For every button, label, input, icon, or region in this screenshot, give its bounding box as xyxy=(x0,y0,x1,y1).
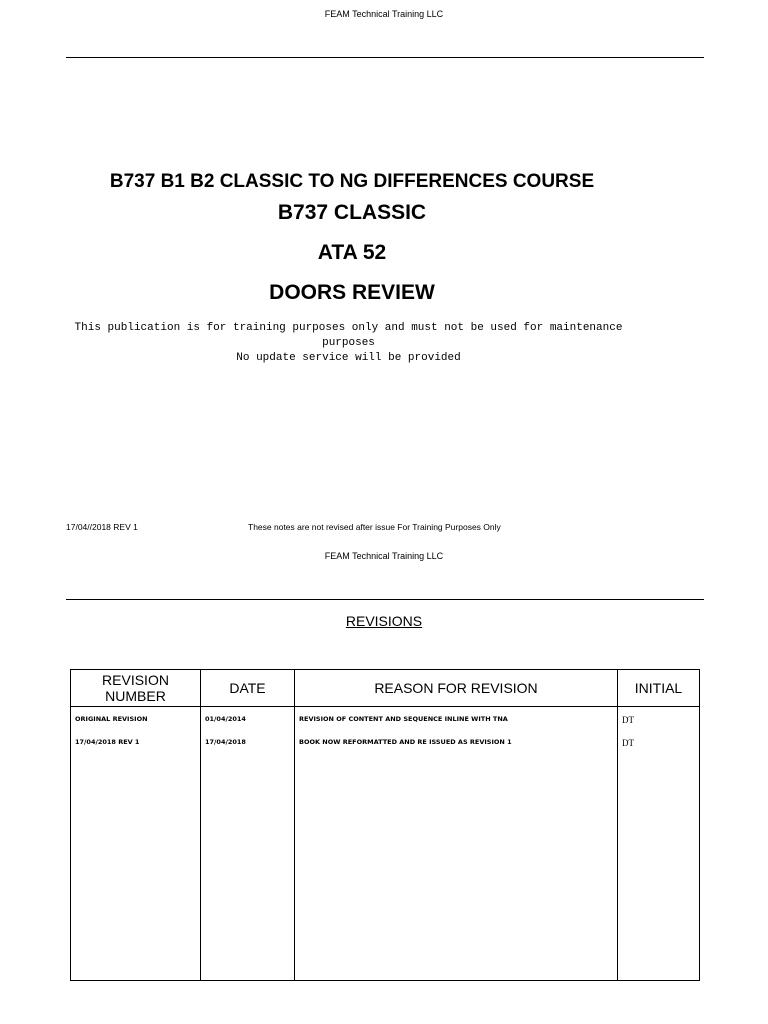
revision-reason-cell xyxy=(295,707,618,981)
ata-title: ATA 52 xyxy=(317,241,387,264)
column-header-initial: INITIAL xyxy=(618,670,700,707)
revision-initial-2: DT xyxy=(622,738,634,748)
header-company: FEAM Technical Training LLC xyxy=(324,9,444,19)
revision-reason-2: BOOK NOW REFORMATTED AND RE ISSUED AS REVISION 1 xyxy=(299,738,512,746)
table-row xyxy=(71,707,700,981)
subject-title: DOORS REVIEW xyxy=(269,281,435,304)
revision-number-1: ORIGINAL REVISION xyxy=(75,715,148,723)
revisions-heading: REVISIONS xyxy=(345,613,423,629)
column-header-revision-number xyxy=(71,670,201,707)
revision-reason-1: REVISION OF CONTENT AND SEQUENCE INLINE WITH TNA xyxy=(299,715,508,723)
revision-date-1: 01/04/2014 xyxy=(205,715,246,723)
header-divider xyxy=(66,57,704,58)
disclaimer-line-1: This publication is for training purposes only and must not be used for maintenance xyxy=(74,322,623,334)
column-header-date: DATE xyxy=(201,670,295,707)
revision-number-cell xyxy=(71,707,201,981)
footer-note: These notes are not revised after issue For Training Purposes Only xyxy=(248,522,501,532)
column-header-revision-line-1: REVISION xyxy=(102,672,169,688)
footer-revision: 17/04//2018 REV 1 xyxy=(66,522,138,532)
revision-date-2: 17/04/2018 xyxy=(205,738,246,746)
revisions-table xyxy=(70,669,700,981)
aircraft-title: B737 CLASSIC xyxy=(277,201,427,224)
revision-number-2: 17/04/2018 REV 1 xyxy=(75,738,140,746)
table-header-row xyxy=(71,670,700,707)
disclaimer-line-2: purposes xyxy=(322,337,375,349)
footer-company: FEAM Technical Training LLC xyxy=(324,551,444,561)
page-divider xyxy=(66,599,704,600)
revision-date-cell xyxy=(201,707,295,981)
column-header-revision-line-2: NUMBER xyxy=(105,688,166,704)
course-title: B737 B1 B2 CLASSIC TO NG DIFFERENCES COURSE xyxy=(109,171,595,192)
revision-initial-1: DT xyxy=(622,715,634,725)
column-header-reason: REASON FOR REVISION xyxy=(295,670,618,707)
revision-initial-cell xyxy=(618,707,700,981)
disclaimer-line-3: No update service will be provided xyxy=(236,352,461,364)
